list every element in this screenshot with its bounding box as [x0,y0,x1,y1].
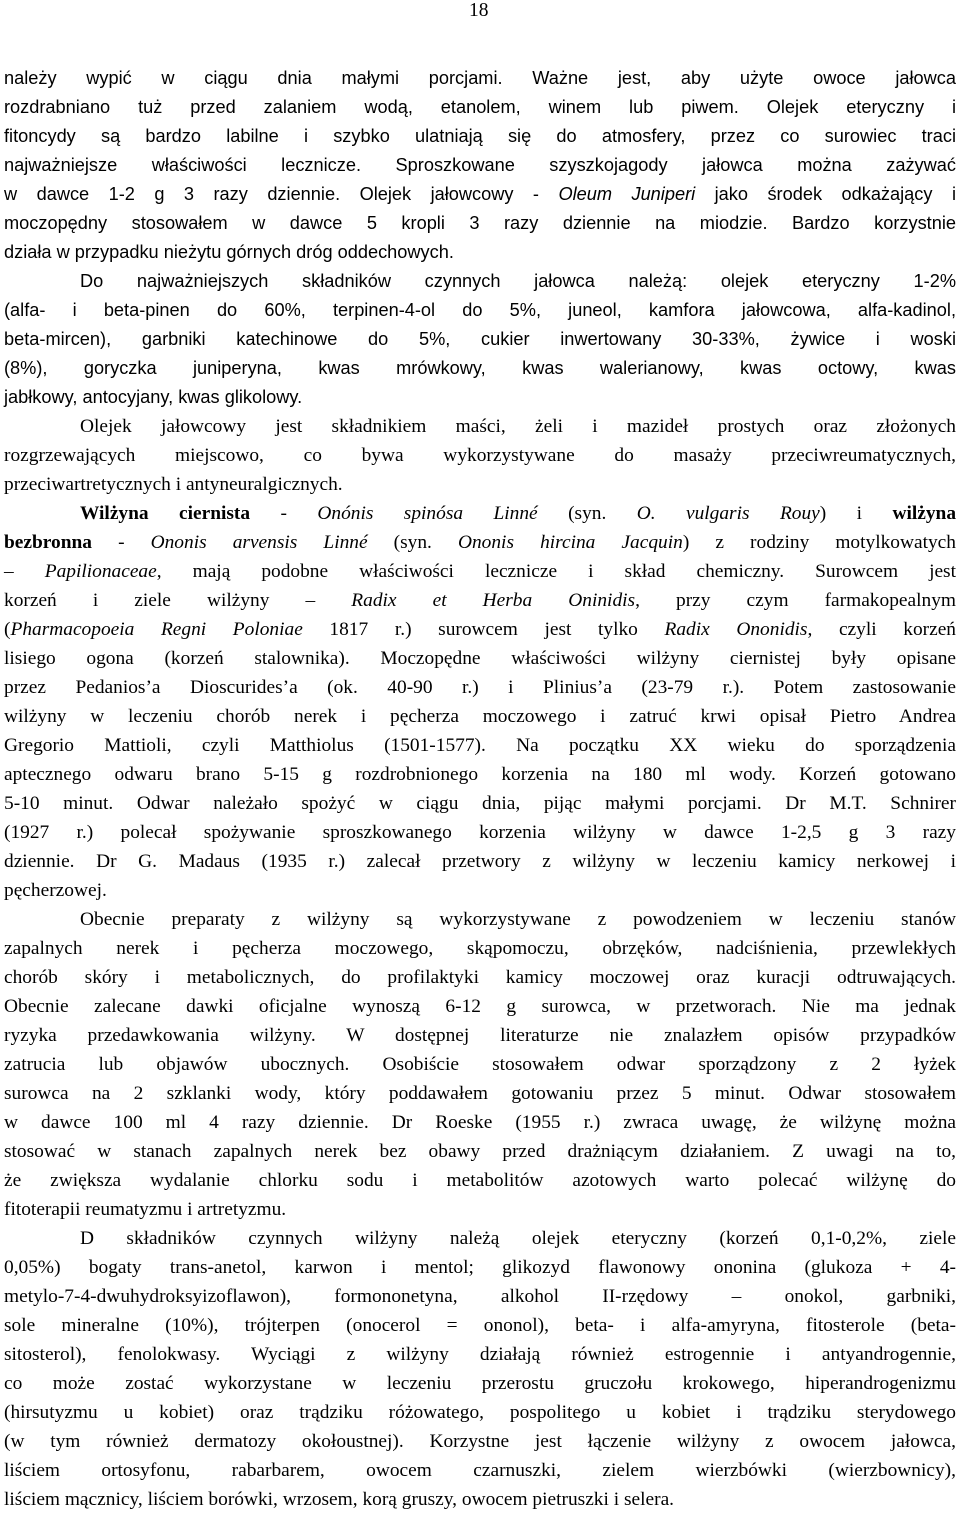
text-run: D składników czynnych wilżyny należą olejek eteryczny (korzeń 0,1-0,2%, ziele [80,1228,956,1249]
text-run: (8%), goryczka juniperyna, kwas mrówkowy, kwas walerianowy, kwas octowy, kwas [4,358,956,378]
text-line [4,615,956,644]
text-run: (alfa- i beta-pinen do 60%, terpinen-4-ol do 5%, juneol, kamfora jałowcowa, alfa-kadinol, [4,300,956,320]
text-run: Do najważniejszych składników czynnych jałowca należą: olejek eteryczny 1-2% [80,271,956,291]
text-run: , przy czym farmakopealnym [635,590,956,611]
text-run: liściem ortosyfonu, rabarbarem, owocem czarnuszki, zielem wierzbówki (wierzbownicy), [4,1460,956,1481]
text-run: ) z rodziny motylkowatych [682,532,956,553]
text-run: jabłkowy, antocyjany, kwas glikolowy. [4,387,303,407]
text-run: Olejek jałowcowy jest składnikiem maści, żeli i mazideł prostych oraz złożonych [80,416,956,437]
text-run: liściem mącznicy, liściem borówki, wrzosem, korą gruszy, owocem pietruszki i selera. [4,1489,675,1510]
text-run: najważniejsze właściwości lecznicze. Sproszkowane szyszkojagody jałowca można zażywać [4,155,956,175]
text-run: (hirsutyzmu u kobiet) oraz trądziku różowatego, pospolitego u kobiet i trądziku sterydowego [4,1402,956,1423]
text-line [4,789,956,818]
text-line [4,383,956,412]
text-line [4,238,956,267]
text-run: fitoterapii reumatyzmu i artretyzmu. [4,1199,287,1220]
text-line [4,702,956,731]
text-line [4,528,956,557]
text-line [4,731,956,760]
italic-term: Ononis hircina Jacquin [457,532,683,553]
text-run: 1817 r.) surowcem jest tylko [302,619,665,640]
text-line [4,992,956,1021]
paragraph-juniper-oil [4,412,956,499]
text-line [4,325,956,354]
text-run: zapalnych nerek i pęcherza moczowego, skąpomoczu, obrzęków, nadciśnienia, przewlekłych [4,938,956,959]
text-line [4,1166,956,1195]
text-line [4,934,956,963]
text-line [4,354,956,383]
text-run: 0,05%) bogaty trans-anetol, karwon i mentol; glikozyd flawonowy ononina (glukoza + 4- [4,1257,956,1278]
text-run: zatrucia lub objawów ubocznych. Osobiście stosowałem odwar sporządzony z 2 łyżek [4,1054,956,1075]
text-run: beta-mircen), garbniki katechinowe do 5%, cukier inwertowany 30-33%, żywice i woski [4,329,956,349]
text-line [4,818,956,847]
text-line [4,1456,956,1485]
italic-term: Oleum Juniperi [558,184,696,204]
text-run: dziennie. Dr G. Madaus (1935 r.) zalecał przetwory z wilżyny w leczeniu kamicy nerkowej i [4,851,956,872]
text-line [4,93,956,122]
text-line [4,673,956,702]
text-line [4,64,956,93]
italic-term: Ononis arvensis Linné [150,532,368,553]
text-line [4,1253,956,1282]
text-line [4,180,956,209]
text-line [4,876,956,905]
text-run: wilżyny w leczeniu chorób nerek i pęcherza moczowego i zatruć krwi opisał Pietro Andrea [4,706,956,727]
paragraph-restharrow-current-use [4,905,956,1224]
text-line [4,1021,956,1050]
text-line [4,209,956,238]
italic-term: O. vulgaris Rouy [636,503,820,524]
italic-term: Radix Ononidis [664,619,808,640]
text-line [4,499,956,528]
text-line [4,1485,956,1514]
text-line [4,470,956,499]
text-run: fitoncydy są bardzo labilne i szybko ulatniają się do atmosfery, przez co surowiec traci [4,126,956,146]
text-run: stosować w stanach zapalnych nerek bez obawy przed drażniącym działaniem. Z uwagi na to, [4,1141,956,1162]
bold-term: Wilżyna ciernista [80,503,251,524]
text-run: sole mineralne (10%), trójterpen (onocerol = ononol), beta- i alfa-amyryna, fitosterole (beta- [4,1315,956,1336]
text-run: (syn. [367,532,458,553]
text-run: należy wypić w ciągu dnia małymi porcjami. Ważne jest, aby użyte owoce jałowca [4,68,956,88]
italic-term: Radix et Herba Oninidis [351,590,636,611]
text-run: (w tym również dermatozy okołoustnej). Korzystne jest łączenie wilżyny z owocem jałowca, [4,1431,956,1452]
paragraph-restharrow-constituents [4,1224,956,1514]
text-run: rozdrabniano tuż przed zalaniem wodą, etanolem, winem lub piwem. Olejek eteryczny i [4,97,956,117]
text-run: przeciwartretycznych i antyneuralgicznych. [4,474,343,495]
paragraph-restharrow-history [4,499,956,905]
text-run: surowca na 2 szklanki wody, który poddawałem gotowaniu przez 5 minut. Odwar stosowałem [4,1083,956,1104]
text-run: Gregorio Mattioli, czyli Matthiolus (1501-1577). Na początku XX wieku do sporządzenia [4,735,956,756]
text-line [4,1224,956,1253]
text-line [4,122,956,151]
text-line [4,963,956,992]
text-run: chorób skóry i metabolicznych, do profilaktyki kamicy moczowej oraz kuracji odtruwających. [4,967,956,988]
text-line [4,1050,956,1079]
text-run: Obecnie preparaty z wilżyny są wykorzystywane z powodzeniem w leczeniu stanów [80,909,956,930]
text-run: rozgrzewających miejscowo, co bywa wykorzystywane do masaży przeciwreumatycznych, [4,445,956,466]
text-line [4,760,956,789]
text-run: przez Pedanios’a Dioscurides’a (ok. 40-90 r.) i Plinius’a (23-79 r.). Potem zastosowanie [4,677,956,698]
text-run: w dawce 100 ml 4 razy dziennie. Dr Roeske (1955 r.) zwraca uwagę, że wilżynę można [4,1112,956,1133]
text-line [4,1108,956,1137]
text-run: 5-10 minut. Odwar należało spożyć w ciągu dnia, pijąc małymi porcjami. Dr M.T. Schnirer [4,793,956,814]
text-run: moczopędny stosowałem w dawce 5 kropli 3 razy dziennie na miodzie. Bardzo korzystnie [4,213,956,233]
text-run: ryzyka przedawkowania wilżyny. W dostępnej literaturze nie znalazłem opisów przypadków [4,1025,956,1046]
text-run: jako środek odkażający i [695,184,956,204]
text-run: ) i [819,503,893,524]
text-line [4,905,956,934]
text-line [4,644,956,673]
text-run: że zwiększa wydalanie chlorku sodu i metabolitów azotowych warto polecać wilżynę do [4,1170,956,1191]
text-line [4,1282,956,1311]
text-run: - [250,503,318,524]
text-line [4,1137,956,1166]
page-number: 18 [469,0,489,21]
text-line [4,1427,956,1456]
text-run: Obecnie zalecane dawki oficjalne wynoszą 6-12 g surowca, w przetworach. Nie ma jednak [4,996,956,1017]
text-line [4,586,956,615]
text-run: co może zostać wykorzystane w leczeniu przerostu gruczołu krokowego, hiperandrogenizmu [4,1373,956,1394]
italic-term: Pharmacopoeia Regni Poloniae [10,619,303,640]
italic-term: Onónis spinósa Linné [317,503,538,524]
text-run: pęcherzowej. [4,880,107,901]
paragraph-juniper-constituents [4,267,956,412]
text-run: (syn. [537,503,637,524]
text-line [4,1369,956,1398]
text-line [4,1398,956,1427]
paragraph-juniper-usage [4,64,956,267]
text-run: lisiego ogona (korzeń stalownika). Moczopędne właściwości wilżyny ciernistej były opisane [4,648,956,669]
text-line [4,847,956,876]
text-run: - [92,532,151,553]
text-line [4,412,956,441]
text-run: w dawce 1-2 g 3 razy dziennie. Olejek jałowcowy - [4,184,559,204]
text-line [4,557,956,586]
text-line [4,1079,956,1108]
text-run: sitosterol), fenolokwasy. Wyciągi z wilżyny działają również estrogennie i antyandrogennie, [4,1344,956,1365]
text-line [4,1195,956,1224]
document-body [4,64,956,1514]
text-line [4,1340,956,1369]
text-run: (1927 r.) polecał spożywanie sproszkowanego korzenia wilżyny w dawce 1-2,5 g 3 razy [4,822,956,843]
text-run: , czyli korzeń [807,619,956,640]
text-line [4,441,956,470]
text-run: korzeń i ziele wilżyny – [4,590,352,611]
bold-term: bezbronna [4,532,92,553]
text-line [4,296,956,325]
italic-term: Papilionaceae [44,561,157,582]
text-run: aptecznego odwaru brano 5-15 g rozdrobnionego korzenia na 180 ml wody. Korzeń gotowano [4,764,956,785]
text-run: działa w przypadku nieżytu górnych dróg oddechowych. [4,242,454,262]
text-run: metylo-7-4-dwuhydroksyizoflawon), formononetyna, alkohol II-rzędowy – onokol, garbniki, [4,1286,956,1307]
text-run: , mają podobne właściwości lecznicze i skład chemiczny. Surowcem jest [156,561,956,582]
bold-term: wilżyna [892,503,957,524]
text-run: ( [4,619,11,640]
text-run: – [4,561,45,582]
text-line [4,267,956,296]
text-line [4,151,956,180]
text-line [4,1311,956,1340]
